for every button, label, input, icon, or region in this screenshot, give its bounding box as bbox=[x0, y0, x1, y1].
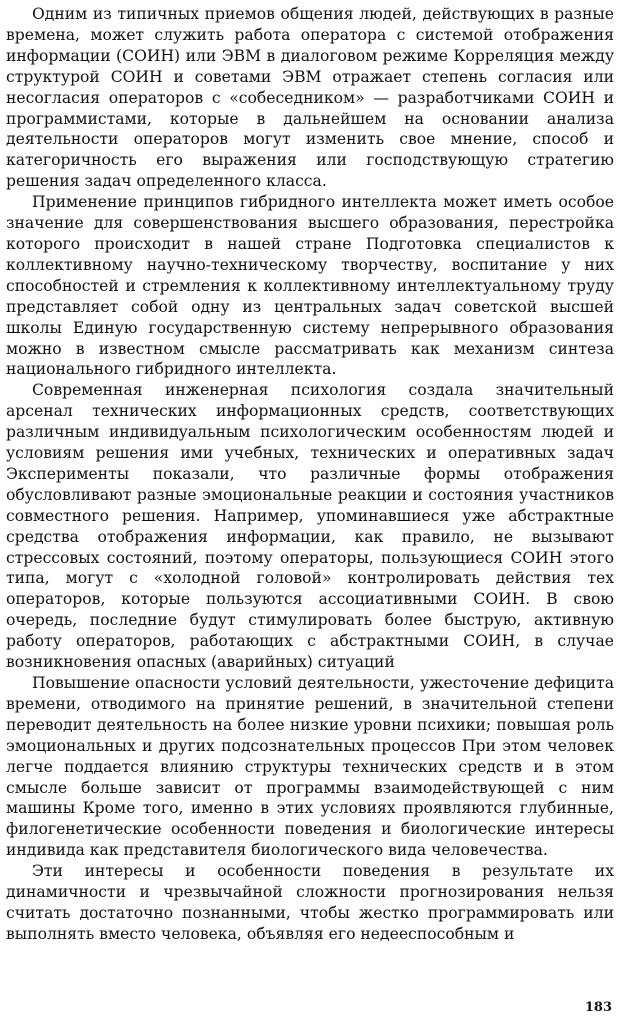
body-text bbox=[6, 4, 614, 945]
paragraph: Повышение опасности условий деятельности, ужесточение дефицита времени, отводимого на принятие решений, в значительной степени переводит деятельность на более низкие уровни психики; повышая роль эмоциональных и других подсознательных процессов При этом человек легче поддается влиянию структуры технических средств и в этом смысле больше зависит от программы взаимодействующей с ним машины Кроме того, именно в этих условиях проявляются глубинные, филогенетические особенности поведения и биологические интересы индивида как представителя биологического вида человечества. bbox=[6, 674, 614, 860]
paragraph: Эти интересы и особенности поведения в результате их динамичности и чрезвычайной сложности прогнозирования нельзя считать достаточно познанными, чтобы жестко программировать или выполнять вместо человека, объявляя его недееспособным и bbox=[6, 862, 614, 943]
paragraph: Применение принципов гибридного интеллекта может иметь особое значение для совершенствования высшего образования, перестройка которого происходит в нашей стране Подготовка специалистов к коллективному научно-техническому творчеству, воспитание у них способностей и стремления к коллективному интеллектуальному труду представляет собой одну из центральных задач советской высшей школы Единую государственную систему непрерывного образования можно в известном смысле рассматривать как механизм синтеза национального гибридного интеллекта. bbox=[6, 193, 614, 379]
paragraph: Современная инженерная психология создала значительный арсенал технических информационных средств, соответствующих различным индивидуальным психологическим особенностям людей и условиям решения ими учебных, технических и оперативных задач Эксперименты показали, что различные формы отображения обусловливают разные эмоциональные реакции и состояния участников совместного решения. Например, упоминавшиеся уже абстрактные средства отображения информации, как правило, не вызывают стрессовых состояний, поэтому операторы, пользующиеся СОИН этого типа, могут с «холодной головой» контролировать действия тех операторов, которые пользуются ассоциативными СОИН. В свою очередь, последние будут стимулировать более быструю, активную работу операторов, работающих с абстрактными СОИН, в случае возникновения опасных (аварийных) ситуаций bbox=[6, 381, 614, 672]
page-number: 183 bbox=[584, 1000, 612, 1015]
paragraph: Одним из типичных приемов общения людей, действующих в разные времена, может служить работа оператора с системой отображения информации (СОИН) или ЭВМ в диалоговом режиме Корреляция между структурой СОИН и советами ЭВМ отражает степень согласия или несогласия операторов с «собеседником» — разработчиками СОИН и программистами, которые в дальнейшем на основании анализа деятельности операторов могут изменить свое мнение, способ и категоричность его выражения или господствующую стратегию решения задач определенного класса. bbox=[6, 5, 614, 191]
